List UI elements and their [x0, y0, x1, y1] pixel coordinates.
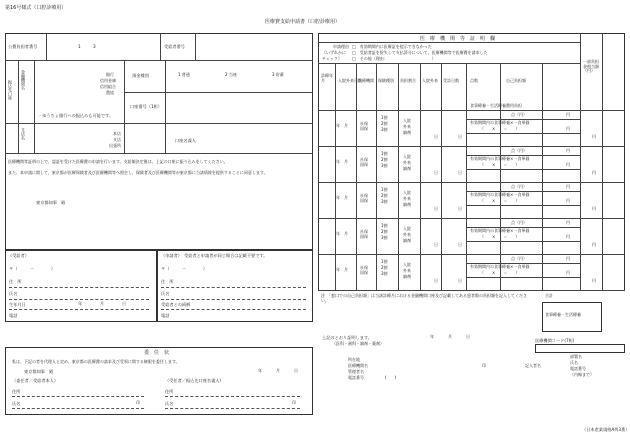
col-days: 入院外来日数 — [338, 78, 362, 83]
hospital-phone: 電話番号 — [348, 375, 364, 380]
row-ratio: 1割 — [381, 223, 388, 228]
row-ratio: 2割 — [381, 193, 388, 198]
row-tdays: 日 — [458, 278, 462, 283]
row-visit: 入院 — [403, 190, 411, 195]
hospital-name: 医療機関名 — [348, 363, 368, 368]
row-days: 日 — [434, 134, 438, 139]
proxy-label: （申請者） 受給者と申請者が同じ場合は記載不要です。 — [161, 253, 268, 258]
row-yen-2: 円 — [566, 162, 570, 167]
row-visit: 外来 — [403, 124, 411, 129]
row-yen-3: 円 — [592, 242, 596, 247]
row-yen-2: 円 — [566, 234, 570, 239]
row-ratio: 1割 — [381, 187, 388, 192]
row-meal: 有効期間内の食事療養×一食単価 — [470, 156, 530, 161]
delegation-title: 委 任 状 — [144, 350, 170, 356]
institution-code-label: 医療機関コード(7桁) — [535, 338, 575, 343]
governor-label: 東京都知事 殿 — [36, 200, 66, 205]
delegation-to: 東京都知事 殿 — [24, 369, 54, 374]
deposit-type-label: 預金種別 — [132, 73, 149, 78]
branch-label: 支店名 — [21, 128, 26, 140]
reason-1[interactable]: □ 有効期間内に医療証を提示できなかった — [352, 44, 432, 49]
row-days: 日 — [434, 242, 438, 247]
row-ins-2: 国保 — [360, 270, 368, 275]
row-yen: 円 — [566, 148, 570, 153]
left-panel — [5, 33, 313, 250]
yucho-note: ・ゆうちょ銀行への振込みも可能です。 — [38, 113, 114, 118]
ext-label: （内線まで） — [570, 372, 594, 377]
applicant-label: （受給者） — [8, 253, 29, 258]
branch-type-1: 本店 — [113, 131, 121, 136]
col-insurance: 保険種別 — [378, 78, 394, 83]
deposit-option-2[interactable]: 2 当座 — [225, 72, 237, 77]
form-title: 医療費支給申請書（口腔診療用） — [265, 19, 341, 25]
row-meal: 有効期間内の食事療養×一食単価 — [470, 192, 530, 197]
row-yen: 円 — [566, 256, 570, 261]
reason-prefix-1: （いずれかに — [322, 50, 346, 55]
branch-type-2: 支店 — [113, 137, 121, 142]
meal-summary: 食事療養・生活療養費用負担 — [470, 103, 522, 108]
recipient-input[interactable] — [196, 34, 312, 59]
row-ratio: 2割 — [381, 121, 388, 126]
delegator-label: （委任者／受給者本人） — [12, 378, 59, 383]
applicant-phone-label: 電話 — [9, 313, 18, 318]
row-visit: 調剤 — [403, 202, 411, 207]
row-visit: 入院 — [403, 226, 411, 231]
row-ins-2: 国保 — [360, 162, 368, 167]
row-visit: 外来 — [403, 196, 411, 201]
row-visit: 調剤 — [403, 274, 411, 279]
row-yen-3: 円 — [592, 206, 596, 211]
sub-field: （医科・歯科・調剤・薬剤） — [332, 341, 384, 346]
row-ratio: 2割 — [381, 229, 388, 234]
bank-type-3: 信用組合 — [100, 84, 116, 89]
reason-2[interactable]: □ 受給者証を紛失して支払済分について、医療機関等で医療費を請求した — [352, 50, 488, 55]
recipient-label: 受給者番号 — [164, 44, 185, 49]
writer-label: 記入者名 — [525, 363, 541, 368]
row-year[interactable]: 年 月 — [336, 267, 348, 272]
bank-info-label: 金融機関名 — [21, 70, 26, 90]
row-points: 点（円） — [511, 112, 527, 117]
row-ins-1: 社保 — [360, 265, 368, 270]
row-yen-2: 円 — [566, 270, 570, 275]
row-tdays: 日 — [458, 206, 462, 211]
agent-label: （受任者／振込先口座名義人） — [165, 378, 224, 383]
delegator-name: 氏名 — [12, 401, 21, 406]
section-title: 医 療 機 関 等 証 明 欄 — [420, 36, 496, 42]
row-visit: 入院 — [403, 262, 411, 267]
col-points: 点数 — [470, 78, 478, 83]
proxy-address-label: 住 所 — [161, 279, 174, 284]
notice-line-1: 医療機関等証明の上で、認証を受けた医療費の申請を行います。支給額決定後は、上記の口座に振り込みをしてください。 — [8, 159, 228, 164]
row-ratio: 2割 — [381, 157, 388, 162]
agent-name: 氏名 — [165, 401, 174, 406]
writer-name-label: 氏名 — [570, 360, 578, 365]
deposit-option-1[interactable]: 1 普通 — [178, 72, 190, 77]
row-yen-3: 円 — [592, 278, 596, 283]
public-burden-label: 公費負担者番号 — [8, 44, 38, 49]
col-ratio: 負担割合 — [400, 78, 416, 83]
row-yen: 円 — [566, 184, 570, 189]
meal-cost-label: 食事療養・生活療養 — [545, 312, 581, 317]
row-year[interactable]: 年 月 — [336, 195, 348, 200]
row-yen-2: 円 — [566, 198, 570, 203]
row-visit: 調剤 — [403, 166, 411, 171]
total-label: 合計 — [545, 293, 553, 298]
row-ins-2: 国保 — [360, 198, 368, 203]
account-name-label: 口座名義人 — [175, 138, 196, 143]
proxy-phone-label: 電話 — [161, 313, 170, 318]
row-yen-3: 円 — [592, 134, 596, 139]
proxy-name-label: 氏名 — [161, 291, 170, 296]
row-ins-1: 社保 — [360, 157, 368, 162]
row-visit: 調剤 — [403, 130, 411, 135]
applicant-address-label: 住 所 — [9, 279, 22, 284]
row-year[interactable]: 年 月 — [336, 231, 348, 236]
col-note: 一部負担金相当額（円） — [583, 59, 599, 74]
row-tdays: 日 — [458, 170, 462, 175]
row-ins-2: 国保 — [360, 126, 368, 131]
row-meal-formula: （ × ＝ ） — [480, 270, 520, 275]
proxy-zip: 〒（ － ） — [161, 266, 208, 271]
note-text: 注 「窓口での自己負担額」は当該診療月における金融機関口座及び記載してある患者数の負担額を記入してください。 — [321, 293, 527, 303]
row-ins-1: 社保 — [360, 193, 368, 198]
row-year[interactable]: 年 月 — [336, 123, 348, 128]
row-ins-1: 社保 — [360, 121, 368, 126]
account-number-label: 口座番号（1桁） — [130, 104, 162, 109]
hospital-seal: 印 — [482, 363, 486, 368]
row-meal-formula: （ × ＝ ） — [480, 198, 520, 203]
delegator-address: 住所 — [12, 389, 21, 394]
row-meal: 有効期間内の食事療養×一食単価 — [470, 228, 530, 233]
applicant-box — [5, 250, 157, 322]
col-copay: 自己負担額 — [506, 78, 526, 83]
institution-code-box[interactable] — [535, 344, 625, 353]
row-ins-1: 社保 — [360, 229, 368, 234]
col-type: 医療機関 — [358, 78, 374, 83]
row-visit: 外来 — [403, 160, 411, 165]
row-yen: 円 — [566, 220, 570, 225]
row-tdays: 日 — [458, 242, 462, 247]
applicant-zip: 〒（ － ） — [9, 266, 56, 271]
row-meal: 有効期間内の食事療養×一食単価 — [470, 120, 530, 125]
row-meal-formula: （ × ＝ ） — [480, 126, 520, 131]
applicant-birth-label: 生年月日 — [9, 302, 26, 307]
bank-type-1: 銀行 — [106, 72, 114, 77]
row-ratio: 2割 — [381, 265, 388, 270]
bank-type-2: 信用金庫 — [100, 78, 116, 83]
reason-3[interactable]: □ その他（理由： ） — [352, 56, 436, 61]
applicant-name-label: 氏名 — [9, 291, 18, 296]
row-ins-2: 国保 — [360, 234, 368, 239]
row-ratio: 1割 — [381, 151, 388, 156]
row-ratio: 3割 — [381, 271, 388, 276]
row-days: 日 — [434, 170, 438, 175]
certify-text: 上記のとおり証明します。 — [322, 335, 372, 340]
row-points: 点（円） — [511, 256, 527, 261]
row-yen: 円 — [566, 112, 570, 117]
row-visit: 外来 — [403, 268, 411, 273]
row-ratio: 3割 — [381, 199, 388, 204]
row-ratio: 3割 — [381, 163, 388, 168]
form-number: 第16号様式（口腔診療用） — [5, 5, 67, 11]
delegator-seal: 印 — [136, 400, 140, 405]
account-number-input[interactable] — [166, 93, 312, 122]
row-year[interactable]: 年 月 — [336, 159, 348, 164]
delegation-body: 私は、下記の者を代理人と定め、東京都の医療費の請求及び受領に関する権限を委任します。 — [12, 359, 180, 364]
agent-address: 住所 — [165, 389, 174, 394]
hospital-address: 所在地 — [348, 357, 360, 362]
row-days: 日 — [434, 206, 438, 211]
row-ratio: 3割 — [381, 127, 388, 132]
proxy-box — [157, 250, 313, 322]
agent-seal: 印 — [292, 400, 296, 405]
row-points: 点（円） — [511, 184, 527, 189]
col-month: 診療年月 — [321, 73, 333, 83]
manager-name: 管理者名 — [348, 369, 364, 374]
row-days: 日 — [434, 278, 438, 283]
col-visit: 入院外来 — [422, 78, 438, 83]
deposit-option-3[interactable]: 3 貯蓄 — [272, 72, 284, 77]
reason-prefix-2: チェック） — [322, 56, 342, 61]
row-ratio: 3割 — [381, 235, 388, 240]
writer-phone-label: 電話番号 — [570, 366, 586, 371]
row-yen-3: 円 — [592, 170, 596, 175]
row-points: 点（円） — [511, 148, 527, 153]
bank-type-4: 農協 — [106, 90, 114, 95]
row-meal-formula: （ × ＝ ） — [480, 234, 520, 239]
dept-label: 部署名 — [570, 354, 582, 359]
row-meal: 有効期間内の食事療養×一食単価 — [470, 264, 530, 269]
reason-title: 申請理由 — [333, 44, 349, 49]
row-meal-formula: （ × ＝ ） — [480, 162, 520, 167]
row-yen-2: 円 — [566, 126, 570, 131]
footer-note: （日本産業規格A列3番） — [582, 427, 630, 432]
col-treatment-days: 受診日数 — [443, 78, 459, 83]
row-tdays: 日 — [458, 134, 462, 139]
row-visit: 調剤 — [403, 238, 411, 243]
row-points: 点（円） — [511, 220, 527, 225]
row-visit: 入院 — [403, 154, 411, 159]
row-ratio: 1割 — [381, 115, 388, 120]
branch-type-3: 出張所 — [109, 143, 121, 148]
proxy-relation-label: 受給者との続柄 — [161, 302, 191, 307]
row-visit: 入院 — [403, 118, 411, 123]
public-burden-input[interactable] — [47, 34, 159, 59]
furikomi-label: 振込先口座 — [8, 80, 13, 100]
notice-line-2: また、本申請に関して、東京都が医療保険者及び医療機関等へ照会し、保険者及び医療機関等が東京都に当該情報を提供することに同意します。 — [8, 170, 268, 175]
row-ratio: 1割 — [381, 259, 388, 264]
row-visit: 外来 — [403, 232, 411, 237]
